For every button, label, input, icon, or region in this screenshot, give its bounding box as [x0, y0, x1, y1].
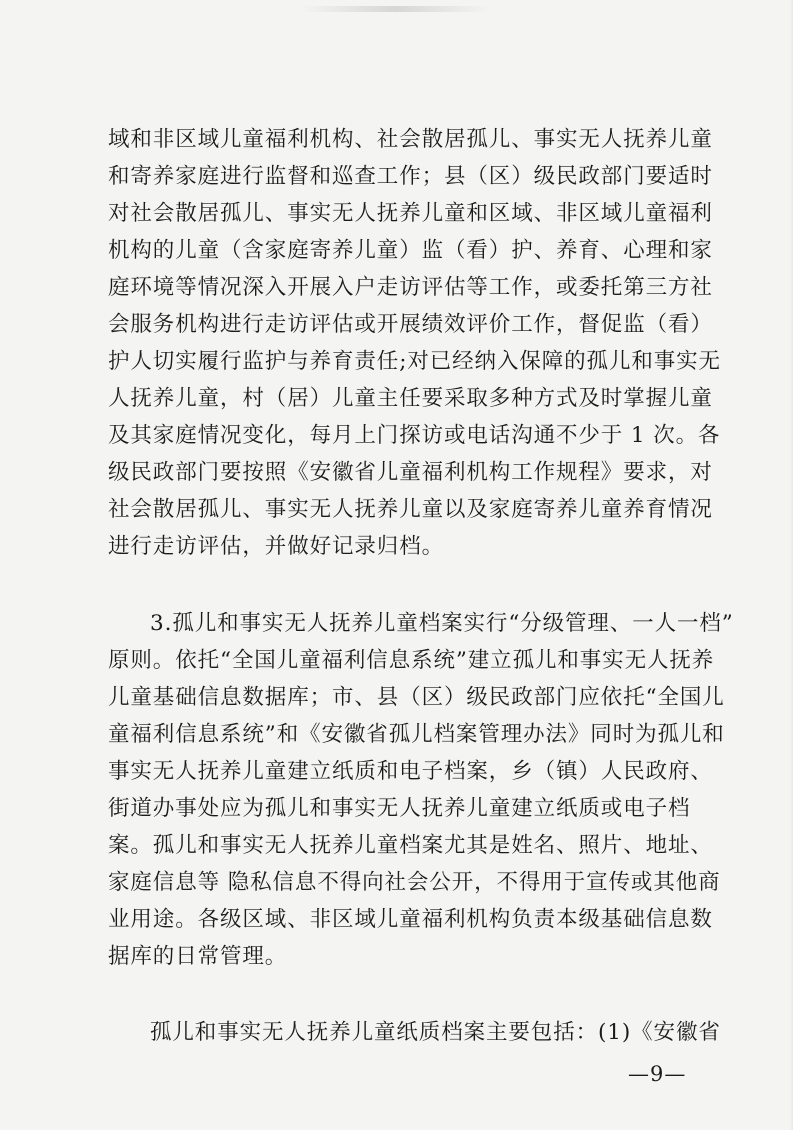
body-text-line: 社会散居孤儿、事实无人抚养儿童以及家庭寄养儿童养育情况	[108, 497, 713, 522]
page-number: —9—	[628, 1062, 687, 1086]
body-text-line: 级民政部门要按照《安徽省儿童福利机构工作规程》要求，对	[108, 460, 713, 485]
scan-mark	[300, 6, 490, 12]
body-text-line: 案。孤儿和事实无人抚养儿童档案尤其是姓名、照片、地址、	[108, 833, 713, 858]
body-text-line: 对社会散居孤儿、事实无人抚养儿童和区域、非区域儿童福利	[108, 201, 713, 226]
body-text-line: 和寄养家庭进行监督和巡查工作；县（区）级民政部门要适时	[108, 164, 713, 189]
body-text-line: 人抚养儿童，村（居）儿童主任要采取多种方式及时掌握儿童	[108, 386, 713, 411]
body-text-line: 机构的儿童（含家庭寄养儿童）监（看）护、养育、心理和家	[108, 238, 713, 263]
body-text-line: 业用途。各级区域、非区域儿童福利机构负责本级基础信息数	[108, 907, 713, 932]
body-text-line: 进行走访评估，并做好记录归档。	[108, 534, 445, 559]
body-text-line: 3.孤儿和事实无人抚养儿童档案实行“分级管理、一人一档”	[150, 611, 734, 636]
body-text-line: 域和非区域儿童福利机构、社会散居孤儿、事实无人抚养儿童	[108, 127, 713, 152]
body-text-line: 童福利信息系统”和《安徽省孤儿档案管理办法》同时为孤儿和	[108, 722, 725, 747]
body-text-line: 庭环境等情况深入开展入户走访评估等工作，或委托第三方社	[108, 275, 713, 300]
body-text-line: 儿童基础信息数据库；市、县（区）级民政部门应依托“全国儿	[108, 685, 725, 710]
body-text-line: 孤儿和事实无人抚养儿童纸质档案主要包括：(1)《安徽省	[150, 1020, 721, 1045]
body-text-line: 及其家庭情况变化，每月上门探访或电话沟通不少于 1 次。各	[108, 423, 721, 448]
body-text-line: 护人切实履行监护与养育责任;对已经纳入保障的孤儿和事实无	[108, 349, 721, 374]
body-text-line: 据库的日常管理。	[108, 944, 288, 969]
body-text-line: 会服务机构进行走访评估或开展绩效评价工作，督促监（看）	[108, 312, 713, 337]
body-text-line: 原则。依托“全国儿童福利信息系统”建立孤儿和事实无人抚养	[108, 648, 715, 673]
body-text-line: 街道办事处应为孤儿和事实无人抚养儿童建立纸质或电子档	[108, 796, 691, 821]
body-text-line: 家庭信息等 隐私信息不得向社会公开，不得用于宣传或其他商	[108, 870, 721, 895]
body-text-line: 事实无人抚养儿童建立纸质和电子档案，乡（镇）人民政府、	[108, 759, 713, 784]
